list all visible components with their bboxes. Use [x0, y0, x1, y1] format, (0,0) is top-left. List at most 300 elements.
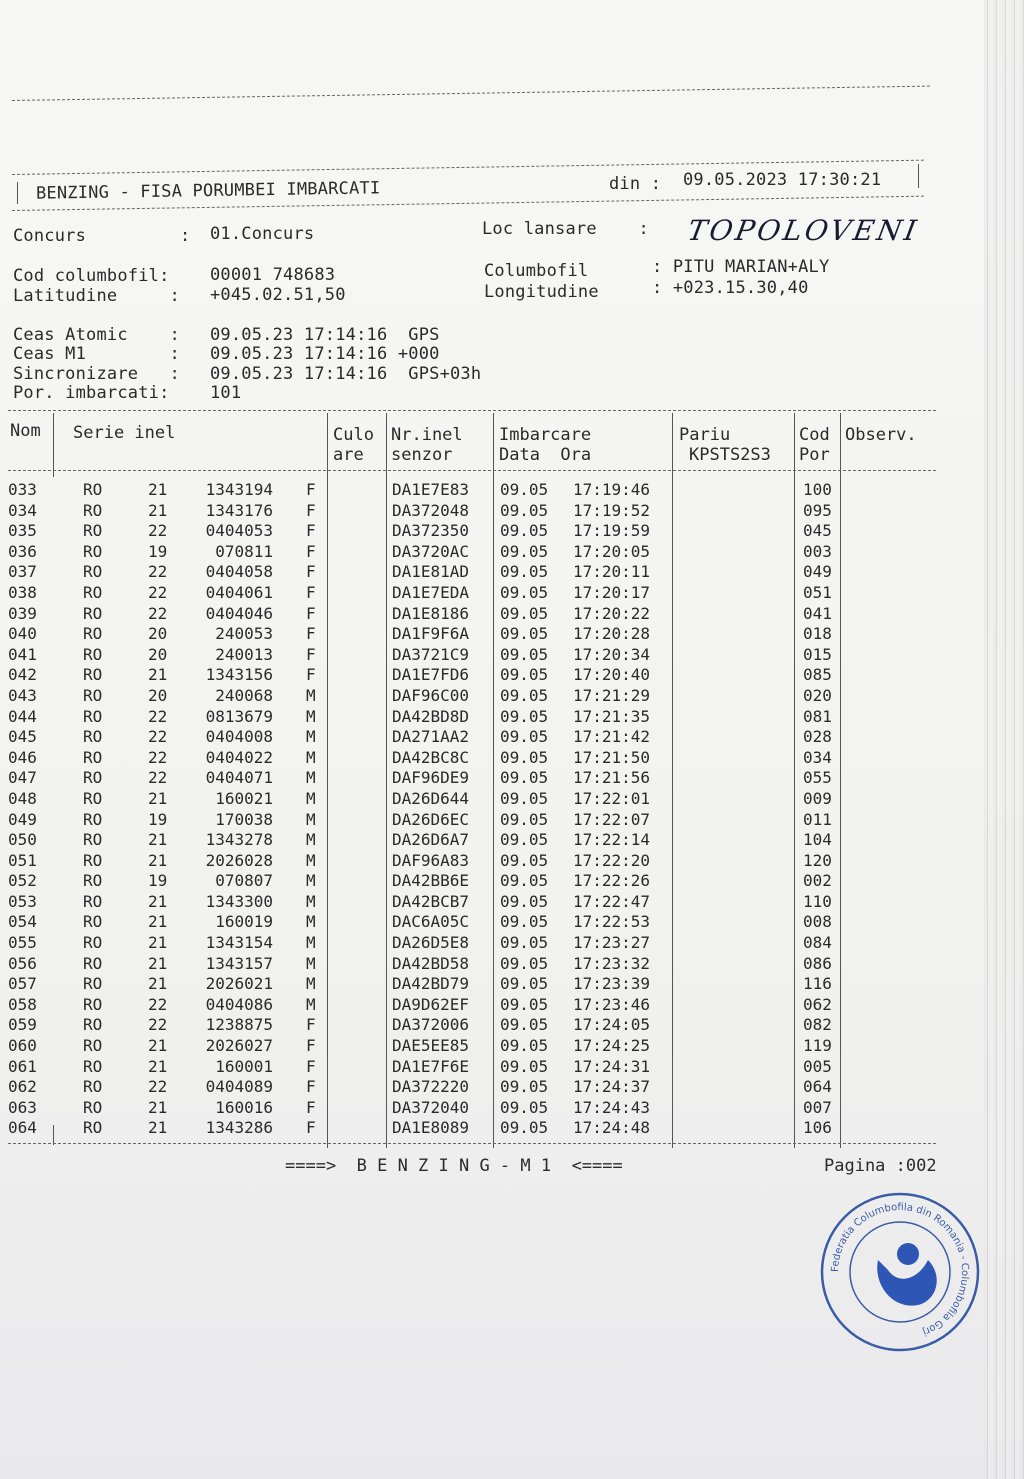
cell-data: 09.05: [500, 871, 549, 891]
longitudine-label: Longitudine: [484, 282, 599, 302]
cell-senzor: DA42BCB7: [392, 891, 470, 911]
table-row: [0, 789, 1000, 810]
cell-ora: 17:20:17: [573, 582, 651, 602]
cell-ora: 17:24:31: [573, 1056, 651, 1076]
cell-an: 21: [148, 912, 168, 932]
cell-nom: 064: [8, 1118, 37, 1138]
report-date-label: din :: [609, 174, 662, 194]
cell-cod: 100: [803, 480, 832, 499]
cell-an: 21: [148, 933, 168, 953]
cell-nr: 0404089: [205, 1077, 273, 1097]
cell-cod: 002: [803, 871, 832, 891]
cell-ora: 17:22:47: [573, 891, 651, 911]
col-observ-header: Observ.: [845, 425, 917, 445]
cell-cod: 055: [803, 768, 832, 788]
cell-ora: 17:20:11: [573, 562, 651, 582]
cell-an: 21: [148, 480, 168, 499]
cell-cod: 081: [803, 706, 832, 726]
cell-data: 09.05: [500, 974, 549, 994]
cell-an: 21: [148, 1118, 168, 1138]
cell-cod: 116: [803, 974, 832, 994]
cell-nr: 240053: [215, 624, 273, 644]
cell-tara: RO: [83, 788, 103, 808]
cell-senzor: DA26D644: [392, 788, 470, 808]
cell-an: 22: [148, 1077, 168, 1097]
cell-nom: 055: [8, 933, 37, 953]
cell-tara: RO: [83, 603, 103, 623]
report-title: BENZING - FISA PORUMBEI IMBARCATI: [35, 178, 381, 204]
cell-nom: 036: [8, 541, 37, 561]
cell-an: 21: [148, 830, 168, 850]
table-row: [0, 583, 1000, 604]
cell-data: 09.05: [500, 1056, 549, 1076]
cell-an: 20: [148, 624, 168, 644]
cell-senzor: DA3721C9: [392, 644, 470, 664]
cell-senzor: DA372220: [392, 1077, 470, 1097]
cell-nr: 1343278: [205, 830, 273, 850]
table-row: [0, 501, 1000, 522]
cell-an: 22: [148, 1015, 168, 1035]
cell-ora: 17:19:52: [573, 500, 651, 520]
cell-nom: 049: [8, 809, 37, 829]
cell-an: 21: [148, 953, 168, 973]
cell-data: 09.05: [500, 788, 549, 808]
cell-an: 21: [148, 788, 168, 808]
cell-ora: 17:22:14: [573, 830, 651, 850]
cell-sex: M: [306, 788, 316, 808]
top-divider: [12, 86, 930, 101]
table-top-divider: [8, 410, 936, 411]
cell-sex: M: [306, 891, 316, 911]
cell-sex: M: [306, 974, 316, 994]
col-imbarcare-header-1: Imbarcare: [499, 425, 592, 445]
cell-senzor: DAC6A05C: [392, 912, 470, 932]
cell-cod: 106: [803, 1118, 832, 1138]
col-nom-header: Nom: [10, 421, 41, 441]
cell-nom: 038: [8, 582, 37, 602]
cell-senzor: DA1F9F6A: [392, 624, 470, 644]
cell-ora: 17:20:05: [573, 541, 651, 561]
cell-nom: 040: [8, 624, 37, 644]
cell-tara: RO: [83, 747, 103, 767]
cell-tara: RO: [83, 500, 103, 520]
cell-senzor: DA372006: [392, 1015, 470, 1035]
cell-ora: 17:20:34: [573, 644, 651, 664]
cell-ora: 17:22:26: [573, 871, 651, 891]
cell-data: 09.05: [500, 994, 549, 1014]
cell-nr: 2026028: [205, 850, 273, 870]
table-row: [0, 768, 1000, 789]
ceas-atomic-value: 09.05.23 17:14:16 GPS: [210, 325, 440, 345]
cell-sex: F: [306, 562, 316, 582]
cell-nr: 1343176: [205, 500, 273, 520]
cell-data: 09.05: [500, 685, 549, 705]
cell-tara: RO: [83, 624, 103, 644]
cell-cod: 005: [803, 1056, 832, 1076]
cell-nr: 1343300: [205, 891, 273, 911]
cell-ora: 17:24:25: [573, 1036, 651, 1056]
cell-nom: 059: [8, 1015, 37, 1035]
cell-an: 22: [148, 603, 168, 623]
cell-cod: 064: [803, 1077, 832, 1097]
cell-data: 09.05: [500, 850, 549, 870]
footer-banner: ====> B E N Z I N G - M 1 <====: [285, 1156, 623, 1176]
cell-nr: 2026021: [205, 974, 273, 994]
cell-nr: 0404053: [205, 521, 273, 541]
cell-nom: 043: [8, 685, 37, 705]
cell-sex: M: [306, 706, 316, 726]
sincronizare-value: 09.05.23 17:14:16 GPS+03h: [210, 364, 482, 384]
cell-data: 09.05: [500, 480, 549, 499]
col-pariu-header-1: Pariu: [679, 425, 731, 445]
por-imbarcati-value: 101: [210, 383, 242, 403]
cell-senzor: DA42BD58: [392, 953, 470, 973]
cell-sex: M: [306, 830, 316, 850]
table-row: [0, 624, 1000, 645]
cell-tara: RO: [83, 953, 103, 973]
table-row: [0, 1118, 1000, 1139]
table-header-divider: [8, 470, 936, 471]
cell-sex: F: [306, 644, 316, 664]
loc-lansare-handwritten: TOPOLOVENI: [685, 214, 922, 247]
cell-nom: 062: [8, 1077, 37, 1097]
cell-an: 21: [148, 850, 168, 870]
cell-cod: 095: [803, 500, 832, 520]
cell-cod: 028: [803, 727, 832, 747]
cell-an: 19: [148, 541, 168, 561]
por-imbarcati-label: Por. imbarcati:: [13, 383, 170, 403]
cell-senzor: DA1E7F6E: [392, 1056, 470, 1076]
cell-ora: 17:24:37: [573, 1077, 651, 1097]
cell-tara: RO: [83, 1036, 103, 1056]
table-row: [0, 912, 1000, 933]
cell-an: 19: [148, 809, 168, 829]
cell-data: 09.05: [500, 953, 549, 973]
cell-senzor: DA26D5E8: [392, 933, 470, 953]
cell-ora: 17:23:32: [573, 953, 651, 973]
cell-sex: F: [306, 1118, 316, 1138]
cell-cod: 018: [803, 624, 832, 644]
table-row: [0, 995, 1000, 1016]
latitudine-value: +045.02.51,50: [210, 285, 346, 305]
cell-nr: 160019: [215, 912, 273, 932]
cell-tara: RO: [83, 541, 103, 561]
cell-nom: 034: [8, 500, 37, 520]
cell-nom: 053: [8, 891, 37, 911]
cell-nr: 1343156: [205, 665, 273, 685]
cell-an: 21: [148, 1097, 168, 1117]
columbofil-label: Columbofil: [484, 261, 589, 281]
table-row: [0, 1036, 1000, 1057]
cell-an: 22: [148, 582, 168, 602]
table-row: [0, 480, 1000, 501]
cell-data: 09.05: [500, 1118, 549, 1138]
cell-senzor: DA372048: [392, 500, 470, 520]
col-cod-header-1: Cod: [799, 425, 830, 445]
cell-sex: F: [306, 665, 316, 685]
cell-data: 09.05: [500, 603, 549, 623]
cell-nom: 057: [8, 974, 37, 994]
cell-ora: 17:19:59: [573, 521, 651, 541]
cell-senzor: DA42BB6E: [392, 871, 470, 891]
cell-nr: 2026027: [205, 1036, 273, 1056]
cell-nom: 042: [8, 665, 37, 685]
cell-sex: M: [306, 994, 316, 1014]
header-right-border: [918, 164, 919, 188]
cell-tara: RO: [83, 850, 103, 870]
cell-an: 22: [148, 562, 168, 582]
cell-tara: RO: [83, 665, 103, 685]
table-bottom-divider: [8, 1143, 936, 1144]
cell-sex: F: [306, 1015, 316, 1035]
cell-nr: 1343286: [205, 1118, 273, 1138]
cell-senzor: DA1E7FD6: [392, 665, 470, 685]
cell-nom: 056: [8, 953, 37, 973]
cell-cod: 086: [803, 953, 832, 973]
cell-senzor: DA26D6EC: [392, 809, 470, 829]
cell-nr: 0404022: [205, 747, 273, 767]
table-row: [0, 562, 1000, 583]
table-row: [0, 686, 1000, 707]
cell-ora: 17:22:07: [573, 809, 651, 829]
cell-tara: RO: [83, 768, 103, 788]
cell-data: 09.05: [500, 933, 549, 953]
cell-tara: RO: [83, 1077, 103, 1097]
cell-senzor: DA26D6A7: [392, 830, 470, 850]
cell-nom: 063: [8, 1097, 37, 1117]
cell-an: 21: [148, 974, 168, 994]
col-culoare-header-2: are: [333, 445, 364, 465]
sincronizare-label: Sincronizare :: [13, 364, 180, 384]
cell-nom: 035: [8, 521, 37, 541]
cell-nr: 0404061: [205, 582, 273, 602]
cell-cod: 084: [803, 933, 832, 953]
cell-data: 09.05: [500, 809, 549, 829]
cell-ora: 17:20:40: [573, 665, 651, 685]
cell-tara: RO: [83, 1015, 103, 1035]
cell-nr: 160016: [215, 1097, 273, 1117]
table-row: [0, 851, 1000, 872]
table-row: [0, 933, 1000, 954]
cell-tara: RO: [83, 994, 103, 1014]
table-row: [0, 871, 1000, 892]
cell-cod: 119: [803, 1036, 832, 1056]
cell-sex: F: [306, 1097, 316, 1117]
cell-nr: 0404046: [205, 603, 273, 623]
cell-nr: 170038: [215, 809, 273, 829]
cell-tara: RO: [83, 974, 103, 994]
cell-nr: 0813679: [205, 706, 273, 726]
cell-nom: 047: [8, 768, 37, 788]
cell-sex: M: [306, 953, 316, 973]
cell-senzor: DA42BD79: [392, 974, 470, 994]
cell-senzor: DAF96DE9: [392, 768, 470, 788]
table-row: [0, 645, 1000, 666]
cell-cod: 008: [803, 912, 832, 932]
cell-tara: RO: [83, 1097, 103, 1117]
cell-data: 09.05: [500, 562, 549, 582]
cell-sex: M: [306, 768, 316, 788]
cell-cod: 007: [803, 1097, 832, 1117]
cell-data: 09.05: [500, 665, 549, 685]
col-serie-header: Serie inel: [73, 423, 176, 443]
rule-nom: [53, 413, 54, 477]
cell-tara: RO: [83, 521, 103, 541]
cell-senzor: DA42BD8D: [392, 706, 470, 726]
table-row: [0, 604, 1000, 625]
cell-an: 20: [148, 685, 168, 705]
cell-data: 09.05: [500, 747, 549, 767]
cell-cod: 104: [803, 830, 832, 850]
cell-data: 09.05: [500, 644, 549, 664]
cell-sex: F: [306, 521, 316, 541]
cell-data: 09.05: [500, 727, 549, 747]
cell-data: 09.05: [500, 1015, 549, 1035]
cell-ora: 17:24:43: [573, 1097, 651, 1117]
cell-cod: 045: [803, 521, 832, 541]
cell-tara: RO: [83, 1118, 103, 1138]
cell-nom: 060: [8, 1036, 37, 1056]
cell-ora: 17:23:39: [573, 974, 651, 994]
cell-sex: F: [306, 541, 316, 561]
table-row: [0, 521, 1000, 542]
cell-tara: RO: [83, 562, 103, 582]
cell-cod: 085: [803, 665, 832, 685]
table-row: [0, 810, 1000, 831]
cell-an: 21: [148, 500, 168, 520]
cell-ora: 17:23:27: [573, 933, 651, 953]
cell-nom: 044: [8, 706, 37, 726]
cell-data: 09.05: [500, 891, 549, 911]
cell-sex: F: [306, 500, 316, 520]
longitudine-value: : +023.15.30,40: [652, 278, 809, 298]
col-pariu-header-2: KPSTS2S3: [689, 445, 771, 465]
cell-an: 21: [148, 1036, 168, 1056]
cell-senzor: DAE5EE85: [392, 1036, 470, 1056]
cell-nom: 051: [8, 850, 37, 870]
cell-data: 09.05: [500, 541, 549, 561]
cell-senzor: DA372350: [392, 521, 470, 541]
cell-senzor: DA1E8089: [392, 1118, 470, 1138]
cell-an: 22: [148, 706, 168, 726]
cell-data: 09.05: [500, 1036, 549, 1056]
cell-sex: M: [306, 685, 316, 705]
cell-cod: 051: [803, 582, 832, 602]
stamp-pigeon-emblem: [877, 1260, 936, 1306]
cell-nom: 058: [8, 994, 37, 1014]
cell-nr: 0404008: [205, 727, 273, 747]
cell-ora: 17:21:56: [573, 768, 651, 788]
cell-sex: M: [306, 871, 316, 891]
cell-tara: RO: [83, 1056, 103, 1076]
cell-tara: RO: [83, 480, 103, 499]
cell-sex: F: [306, 624, 316, 644]
table-row: [0, 1015, 1000, 1036]
cell-nr: 1343157: [205, 953, 273, 973]
col-culoare-header-1: Culo: [333, 425, 374, 445]
cell-an: 22: [148, 994, 168, 1014]
cell-senzor: DA1E81AD: [392, 562, 470, 582]
cell-an: 19: [148, 871, 168, 891]
cell-tara: RO: [83, 809, 103, 829]
cell-senzor: DA372040: [392, 1097, 470, 1117]
cell-cod: 110: [803, 891, 832, 911]
table-row: [0, 892, 1000, 913]
col-nr-inel-header-1: Nr.inel: [391, 425, 463, 445]
cell-tara: RO: [83, 871, 103, 891]
cell-sex: F: [306, 1077, 316, 1097]
cell-tara: RO: [83, 644, 103, 664]
ceas-m1-value: 09.05.23 17:14:16 +000: [210, 344, 440, 364]
cell-cod: 062: [803, 994, 832, 1014]
cell-ora: 17:21:50: [573, 747, 651, 767]
cell-sex: F: [306, 582, 316, 602]
cell-data: 09.05: [500, 500, 549, 520]
cell-data: 09.05: [500, 1077, 549, 1097]
cell-nr: 1343154: [205, 933, 273, 953]
cell-sex: F: [306, 480, 316, 499]
cell-tara: RO: [83, 582, 103, 602]
ceas-m1-label: Ceas M1 :: [13, 344, 180, 364]
cell-nr: 0404071: [205, 768, 273, 788]
cell-ora: 17:21:29: [573, 685, 651, 705]
cell-cod: 011: [803, 809, 832, 829]
cell-cod: 020: [803, 685, 832, 705]
table-row: [0, 954, 1000, 975]
cell-nom: 045: [8, 727, 37, 747]
cell-senzor: DA1E7EDA: [392, 582, 470, 602]
cell-cod: 082: [803, 1015, 832, 1035]
cell-nr: 1343194: [205, 480, 273, 499]
cell-ora: 17:21:35: [573, 706, 651, 726]
col-imbarcare-header-2: Data Ora: [499, 445, 592, 465]
cell-cod: 120: [803, 850, 832, 870]
cell-sex: F: [306, 603, 316, 623]
cell-ora: 17:24:48: [573, 1118, 651, 1138]
cell-an: 22: [148, 747, 168, 767]
cell-data: 09.05: [500, 582, 549, 602]
cell-cod: 034: [803, 747, 832, 767]
cell-nr: 240013: [215, 644, 273, 664]
cell-data: 09.05: [500, 912, 549, 932]
cell-senzor: DAF96A83: [392, 850, 470, 870]
cell-nom: 050: [8, 830, 37, 850]
cell-senzor: DA271AA2: [392, 727, 470, 747]
cell-tara: RO: [83, 933, 103, 953]
cell-ora: 17:22:53: [573, 912, 651, 932]
table-row: [0, 830, 1000, 851]
cell-data: 09.05: [500, 624, 549, 644]
cell-nr: 160001: [215, 1056, 273, 1076]
cell-tara: RO: [83, 727, 103, 747]
cell-nom: 048: [8, 788, 37, 808]
table-row: [0, 727, 1000, 748]
cell-an: 22: [148, 727, 168, 747]
cell-an: 22: [148, 768, 168, 788]
stamp-outer-ring: [822, 1194, 978, 1350]
cell-nr: 0404086: [205, 994, 273, 1014]
header-left-border: [17, 182, 18, 204]
cell-nr: 240068: [215, 685, 273, 705]
cell-senzor: DA1E7E83: [392, 480, 470, 499]
cell-senzor: DA9D62EF: [392, 994, 470, 1014]
cod-columbofil-value: 00001 748683: [210, 265, 336, 285]
cell-cod: 015: [803, 644, 832, 664]
cell-ora: 17:20:22: [573, 603, 651, 623]
page-number: Pagina :002: [824, 1156, 937, 1176]
cell-data: 09.05: [500, 1097, 549, 1117]
cell-tara: RO: [83, 912, 103, 932]
